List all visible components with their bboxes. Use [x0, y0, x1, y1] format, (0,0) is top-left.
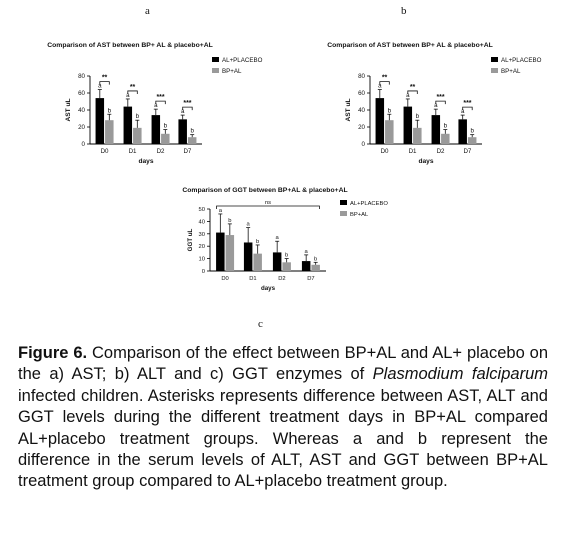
- chart2-legend-label: AL+PLACEBO: [501, 57, 542, 64]
- chart2-y-tick-label: 80: [358, 73, 365, 80]
- chart2-bar-bp-al: [385, 120, 394, 144]
- chart2-y-tick-label: 20: [358, 124, 365, 131]
- chart3-y-tick-label: 30: [198, 231, 205, 238]
- chart3-bar-bp-al: [226, 235, 235, 271]
- chart2-letter-b: b: [470, 127, 474, 135]
- chart2-significance-stars: ***: [436, 94, 445, 102]
- chart3-letter-b: b: [228, 217, 232, 224]
- chart2-significance-stars: ***: [463, 100, 472, 108]
- chart2-significance-stars: **: [409, 83, 416, 91]
- chart2-bar-bp-al: [468, 137, 477, 144]
- chart3-category-label: D0: [221, 276, 229, 282]
- chart3-bar-placebo: [273, 252, 282, 271]
- chart1-bar-placebo: [152, 115, 161, 144]
- chart3-y-tick-label: 10: [198, 256, 205, 263]
- chart3-bar-placebo: [216, 233, 225, 271]
- caption-line-2: placebo on the a) AST; b) ALT and c) GGT enzymes of: [18, 344, 549, 384]
- chart2-bar-placebo: [404, 107, 413, 144]
- chart3-y-tick-label: 50: [198, 207, 205, 213]
- chart2-category-label: D1: [408, 148, 417, 155]
- chart1-letter-a: a: [98, 82, 102, 90]
- figure-label: Figure 6.: [18, 344, 88, 362]
- chart1-significance-stars: **: [129, 83, 136, 91]
- chart1-letter-b: b: [135, 113, 140, 121]
- chart3-title: Comparison of GGT between BP+AL & placebo+AL: [182, 187, 348, 194]
- panel-letter-a: a: [145, 5, 150, 17]
- chart2-letter-b: b: [387, 107, 392, 115]
- chart1-bar-placebo: [96, 98, 105, 144]
- chart1-bar-bp-al: [133, 128, 142, 144]
- chart1-significance-stars: ***: [183, 100, 192, 108]
- caption-line-5: days in BP+AL compared AL+placebo treatment groups. Whereas a: [18, 408, 548, 448]
- chart1-letter-b: b: [163, 122, 168, 130]
- chart2-letter-b: b: [443, 122, 448, 130]
- chart3-legend-swatch: [340, 200, 347, 205]
- caption-line-1: Comparison of the effect between BP+AL and AL+: [87, 344, 463, 362]
- chart1-legend-swatch: [212, 68, 219, 73]
- chart3-bar-bp-al: [311, 265, 320, 271]
- chart2-letter-a: a: [406, 91, 410, 99]
- chart1-letter-b: b: [107, 107, 112, 115]
- chart2-bar-placebo: [432, 115, 441, 144]
- chart1-x-axis-label: days: [138, 158, 154, 165]
- chart2-y-tick-label: 60: [358, 90, 365, 97]
- figure-caption: [18, 343, 548, 493]
- chart3-x-axis-label: days: [260, 285, 276, 292]
- chart2-bar-placebo: [458, 119, 467, 144]
- panel-letter-b: b: [401, 5, 407, 17]
- chart3-bar-placebo: [244, 242, 253, 271]
- chart1-y-axis-label: AST uL: [65, 98, 72, 122]
- chart2-letter-b: b: [415, 113, 420, 121]
- chart3-category-label: D1: [249, 276, 257, 282]
- chart2-letter-a: a: [434, 102, 438, 110]
- chart2-legend-label: BP+AL: [501, 68, 521, 75]
- chart3-ns-label: ns: [264, 200, 272, 206]
- chart3-y-axis-label: GGT uL: [187, 228, 194, 252]
- caption-line-7: GGT between BP+AL treatment group compared to AL+placebo: [18, 451, 548, 491]
- chart2-bar-bp-al: [441, 134, 450, 144]
- chart1-letter-b: b: [190, 127, 194, 135]
- chart3-y-tick-label: 40: [198, 219, 205, 226]
- chart2-bar-bp-al: [413, 128, 422, 144]
- chart1-bar-placebo: [124, 107, 133, 144]
- chart3-letter-a: a: [304, 248, 308, 255]
- chart1-bar-placebo: [178, 119, 187, 144]
- chart1-category-label: D7: [183, 148, 192, 155]
- chart1-bar-bp-al: [105, 120, 114, 144]
- chart3-y-tick-label: 20: [198, 244, 205, 251]
- chart3-y-tick-label: 0: [201, 269, 205, 275]
- chart2-letter-a: a: [378, 82, 382, 90]
- panel-letter-c: c: [258, 318, 263, 330]
- chart1-significance-stars: ***: [156, 94, 165, 102]
- chart2-category-label: D0: [380, 148, 389, 155]
- chart2-legend-swatch: [491, 57, 498, 62]
- chart1-legend-label: AL+PLACEBO: [222, 57, 263, 64]
- chart1-y-tick-label: 80: [78, 73, 85, 80]
- chart2-y-tick-label: 40: [358, 107, 365, 114]
- chart3-letter-a: a: [218, 207, 222, 214]
- chart1-letter-a: a: [180, 108, 185, 116]
- caption-line-8: treatment group.: [326, 472, 448, 491]
- caption-line-4: between AST, ALT and GGT levels during the different treatment: [18, 386, 548, 427]
- chart1-legend-label: BP+AL: [222, 68, 242, 75]
- chart3-category-label: D2: [278, 276, 286, 282]
- chart2-x-axis-label: days: [418, 158, 434, 165]
- chart2-significance-stars: **: [381, 74, 388, 82]
- chart2-category-label: D7: [463, 148, 472, 155]
- chart1-y-tick-label: 40: [78, 107, 85, 114]
- chart1-bar-bp-al: [188, 137, 197, 144]
- chart2-y-axis-label: AST uL: [345, 98, 352, 122]
- chart3-legend-label: AL+PLACEBO: [350, 201, 388, 207]
- chart1-significance-stars: **: [101, 74, 108, 82]
- chart2-title: Comparison of AST between BP+ AL & placebo+AL: [327, 42, 493, 49]
- caption-species-genus: Plasmodium: [372, 365, 464, 384]
- chart3-letter-a: a: [246, 221, 250, 228]
- chart1-category-label: D2: [156, 148, 165, 155]
- chart2-legend-swatch: [491, 68, 498, 73]
- chart3-letter-b: b: [314, 256, 318, 263]
- chart2-category-label: D2: [436, 148, 445, 155]
- chart3-ns-bracket: [217, 206, 320, 209]
- caption-species-name: falciparum: [471, 365, 548, 384]
- caption-line-3: infected children. Asterisks represents difference: [18, 386, 376, 405]
- chart2-letter-a: a: [460, 108, 465, 116]
- chart1-bar-bp-al: [161, 134, 170, 144]
- chart3-bar-placebo: [302, 261, 311, 271]
- chart3-legend-label: BP+AL: [350, 212, 369, 218]
- chart3-bar-bp-al: [253, 254, 261, 271]
- chart2-y-tick-label: 0: [361, 141, 365, 148]
- chart1-category-label: D1: [128, 148, 137, 155]
- chart3-letter-b: b: [285, 252, 289, 259]
- chart3-bar-bp-al: [282, 262, 291, 271]
- chart1-letter-a: a: [126, 91, 130, 99]
- chart3-legend-swatch: [340, 211, 347, 216]
- chart1-y-tick-label: 0: [81, 141, 85, 148]
- chart3-letter-b: b: [256, 238, 260, 245]
- chart1-y-tick-label: 60: [78, 90, 85, 97]
- caption-line-6: and b represent the difference in the serum levels of ALT, AST and: [18, 429, 548, 470]
- chart1-y-tick-label: 20: [78, 124, 85, 131]
- chart1-letter-a: a: [154, 102, 158, 110]
- chart3-category-label: D7: [307, 276, 315, 282]
- chart2-bar-placebo: [376, 98, 385, 144]
- chart3-letter-a: a: [275, 235, 279, 242]
- chart1-title: Comparison of AST between BP+ AL & placebo+AL: [47, 42, 213, 49]
- chart1-category-label: D0: [100, 148, 109, 155]
- chart1-legend-swatch: [212, 57, 219, 62]
